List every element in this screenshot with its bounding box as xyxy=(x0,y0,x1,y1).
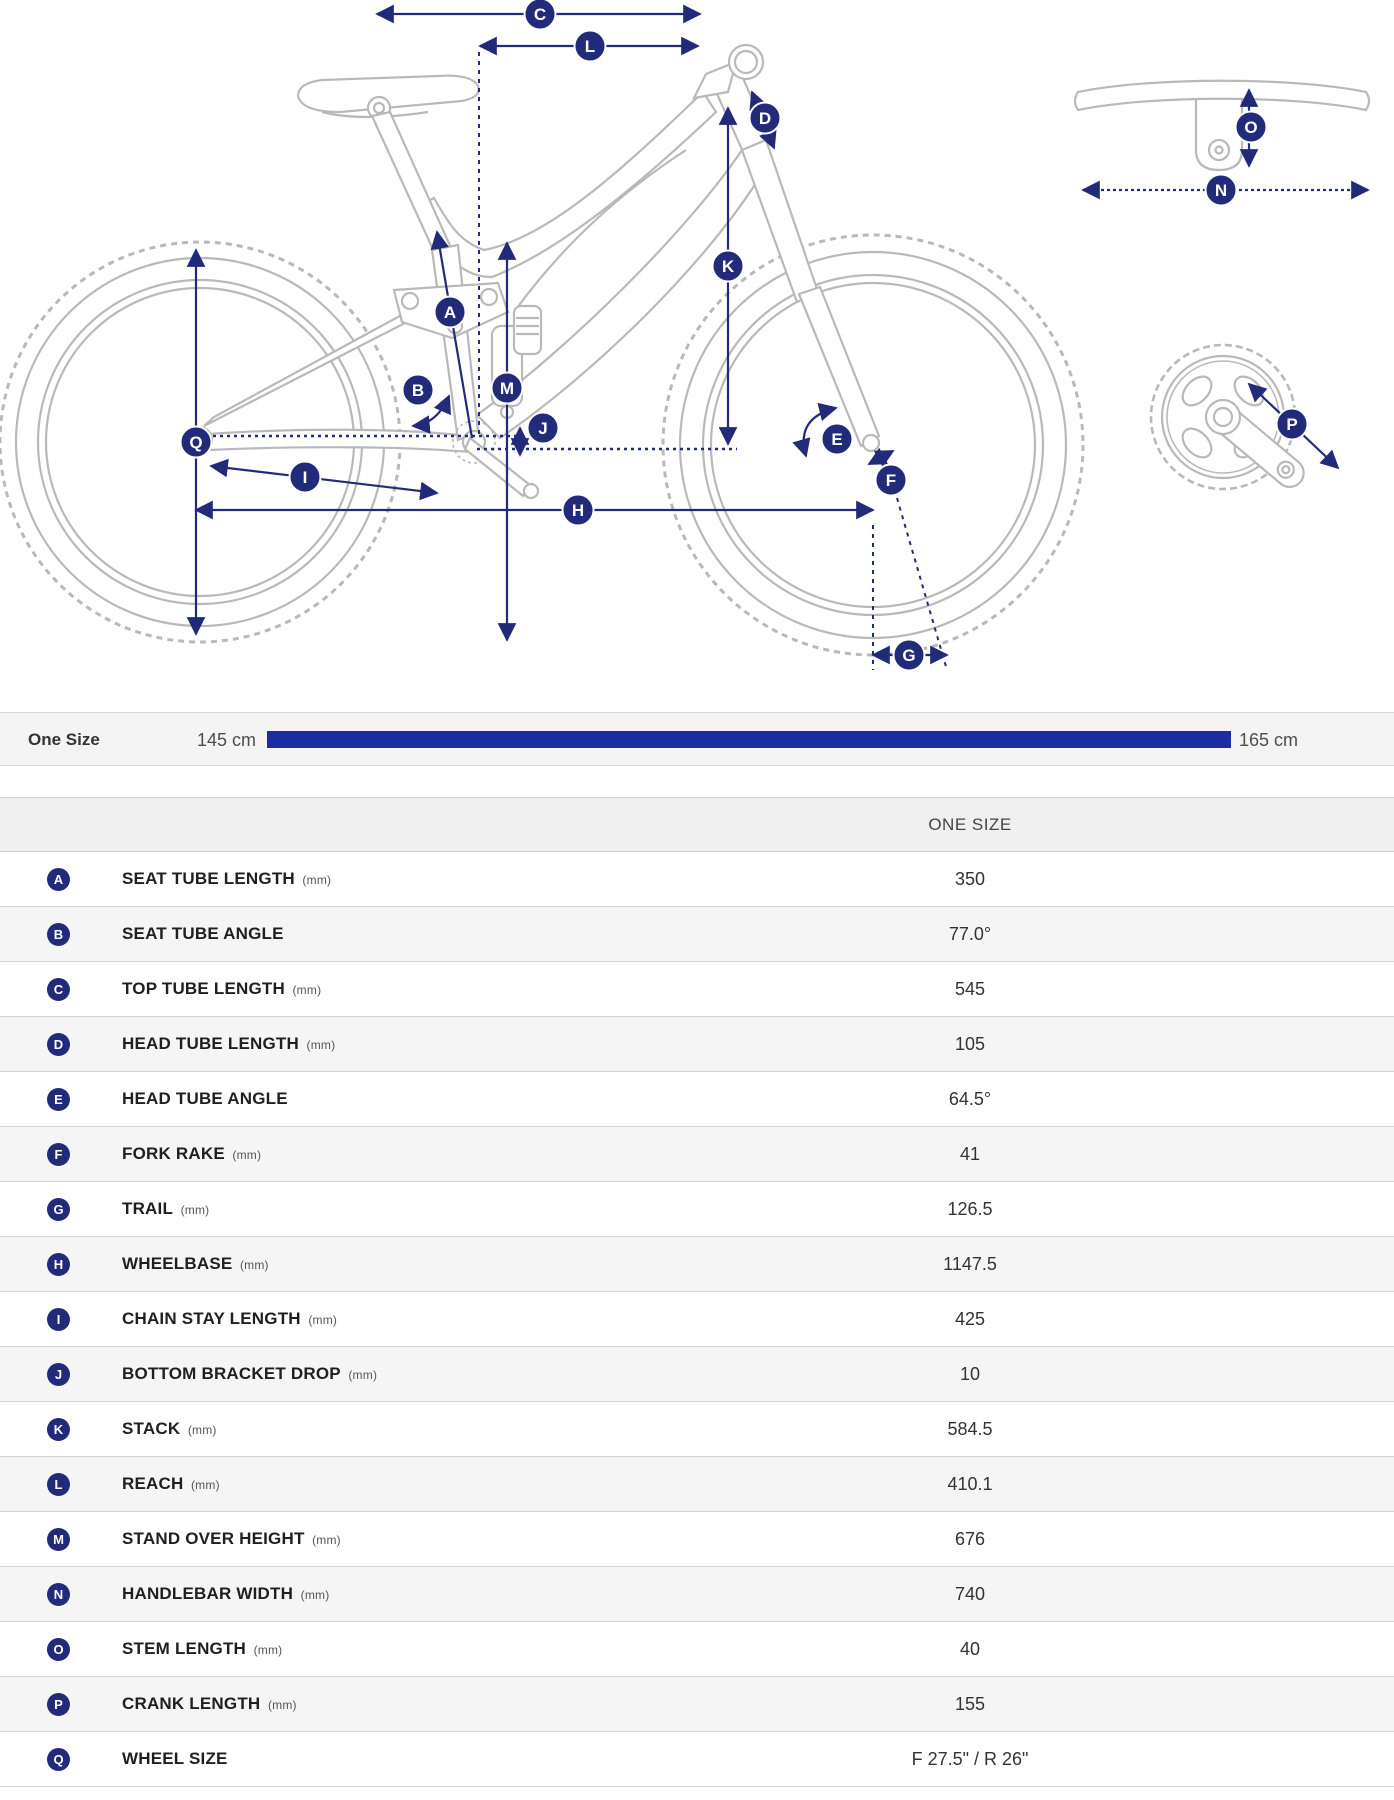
row-letter-badge: N xyxy=(47,1583,70,1606)
chainstay xyxy=(206,430,470,452)
row-value: 425 xyxy=(954,1309,986,1329)
table-row xyxy=(0,1292,1394,1347)
row-value: 41 xyxy=(959,1144,981,1164)
badge-Q xyxy=(181,427,212,458)
badge-D xyxy=(750,103,781,134)
size-max-label: 165 cm xyxy=(1239,730,1299,750)
size-column-header: ONE SIZE xyxy=(928,815,1012,834)
row-letter-badge: G xyxy=(47,1198,70,1221)
size-range-bar xyxy=(267,731,1231,748)
row-letter-badge: O xyxy=(47,1638,70,1661)
fork-upper xyxy=(742,140,818,302)
row-unit: (mm) xyxy=(250,1643,283,1657)
badge-C xyxy=(525,0,556,30)
badge-I-letter: I xyxy=(302,468,308,487)
row-letter-badge: P xyxy=(47,1693,70,1716)
badge-B-letter: B xyxy=(411,381,425,400)
size-range-section xyxy=(0,712,1394,766)
row-letter-badge: A xyxy=(47,868,70,891)
table-row xyxy=(0,1347,1394,1402)
row-label: STEM LENGTH (mm) xyxy=(122,1639,283,1658)
table-row xyxy=(0,1677,1394,1732)
geometry-table-header xyxy=(0,797,1394,852)
row-label: CHAIN STAY LENGTH (mm) xyxy=(122,1309,338,1328)
badge-Q-letter: Q xyxy=(189,433,203,452)
row-value: 64.5° xyxy=(948,1089,992,1109)
row-label: TOP TUBE LENGTH (mm) xyxy=(122,979,322,998)
badge-E-letter: E xyxy=(831,430,843,449)
row-letter-badge: D xyxy=(47,1033,70,1056)
row-value: 77.0° xyxy=(948,924,992,944)
row-value: 126.5 xyxy=(947,1199,993,1219)
table-row xyxy=(0,907,1394,962)
badge-G xyxy=(894,640,925,671)
row-value: 105 xyxy=(954,1034,986,1054)
row-label: HEAD TUBE ANGLE xyxy=(122,1089,288,1108)
badge-J xyxy=(528,413,559,444)
table-row xyxy=(0,1182,1394,1237)
badge-K xyxy=(713,251,744,282)
badge-K-letter: K xyxy=(721,257,735,276)
row-letter-badge: C xyxy=(47,978,70,1001)
badge-M xyxy=(492,373,523,404)
row-label: REACH (mm) xyxy=(122,1474,220,1493)
badge-H xyxy=(563,495,594,526)
row-value: 350 xyxy=(954,869,986,889)
row-unit: (mm) xyxy=(297,1588,330,1602)
row-unit: (mm) xyxy=(184,1423,217,1437)
row-letter-badge: F xyxy=(47,1143,70,1166)
geometry-table-rows xyxy=(0,852,1394,1787)
badge-L xyxy=(575,31,606,62)
bike-line-art xyxy=(0,45,1369,655)
table-row xyxy=(0,1017,1394,1072)
row-label: WHEEL SIZE xyxy=(122,1749,228,1768)
row-label: STACK (mm) xyxy=(122,1419,217,1438)
row-label: SEAT TUBE LENGTH (mm) xyxy=(122,869,332,888)
front-dropout xyxy=(863,435,879,451)
row-unit: (mm) xyxy=(298,873,332,887)
row-label: WHEELBASE (mm) xyxy=(122,1254,269,1273)
row-letter-badge: L xyxy=(47,1473,70,1496)
row-letter-badge: Q xyxy=(47,1748,70,1771)
row-value: F 27.5" / R 26" xyxy=(911,1749,1029,1769)
handlebar-top-view xyxy=(1075,81,1369,170)
table-row xyxy=(0,1622,1394,1677)
row-letter-badge: B xyxy=(47,923,70,946)
row-value: 545 xyxy=(954,979,986,999)
badge-P-letter: P xyxy=(1286,415,1298,434)
row-unit: (mm) xyxy=(288,983,322,997)
row-letter-badge: I xyxy=(47,1308,70,1331)
arrow-fork-rake xyxy=(869,451,893,464)
badge-P xyxy=(1277,409,1308,440)
badge-J-letter: J xyxy=(538,419,548,438)
badge-C-letter: C xyxy=(533,5,547,24)
badge-H-letter: H xyxy=(571,501,585,520)
row-value: 40 xyxy=(959,1639,981,1659)
table-row xyxy=(0,1512,1394,1567)
size-name-label: One Size xyxy=(28,730,100,749)
row-letter-badge: H xyxy=(47,1253,70,1276)
badge-F xyxy=(876,465,907,496)
row-unit: (mm) xyxy=(304,1313,338,1327)
table-row xyxy=(0,1457,1394,1512)
badge-O-letter: O xyxy=(1244,118,1258,137)
badge-L-letter: L xyxy=(584,37,596,56)
row-value: 10 xyxy=(959,1364,981,1384)
table-row xyxy=(0,1567,1394,1622)
badge-F-letter: F xyxy=(885,471,897,490)
row-label: SEAT TUBE ANGLE xyxy=(122,924,284,943)
badge-B xyxy=(403,375,434,406)
badge-D-letter: D xyxy=(758,109,772,128)
pedal xyxy=(524,484,538,498)
table-row xyxy=(0,852,1394,907)
badge-I xyxy=(290,462,321,493)
row-value: 740 xyxy=(954,1584,986,1604)
size-min-label: 145 cm xyxy=(196,730,256,750)
badge-O xyxy=(1236,112,1267,143)
row-unit: (mm) xyxy=(308,1533,341,1547)
row-value: 1147.5 xyxy=(943,1254,997,1274)
row-label: TRAIL (mm) xyxy=(122,1199,210,1218)
row-label: FORK RAKE (mm) xyxy=(122,1144,262,1163)
table-row xyxy=(0,1127,1394,1182)
row-value: 676 xyxy=(954,1529,986,1549)
row-letter-badge: J xyxy=(47,1363,70,1386)
row-letter-badge: M xyxy=(47,1528,70,1551)
bike-geometry-diagram xyxy=(0,0,1394,712)
table-row xyxy=(0,962,1394,1017)
table-row xyxy=(0,1072,1394,1127)
row-label: BOTTOM BRACKET DROP (mm) xyxy=(122,1364,378,1383)
row-label: CRANK LENGTH (mm) xyxy=(122,1694,297,1713)
badge-M-letter: M xyxy=(499,379,515,398)
row-unit: (mm) xyxy=(236,1258,269,1272)
shock-reservoir xyxy=(514,306,541,354)
table-row xyxy=(0,1402,1394,1457)
badge-N-letter: N xyxy=(1214,181,1228,200)
row-value: 155 xyxy=(954,1694,986,1714)
row-label: STAND OVER HEIGHT (mm) xyxy=(122,1529,341,1548)
bike-diagram-svg xyxy=(0,0,1394,712)
badge-A-letter: A xyxy=(443,303,457,322)
row-unit: (mm) xyxy=(228,1148,262,1162)
row-unit: (mm) xyxy=(177,1203,210,1217)
row-value: 584.5 xyxy=(947,1419,993,1439)
row-label: HEAD TUBE LENGTH (mm) xyxy=(122,1034,336,1053)
badge-N xyxy=(1206,175,1237,206)
row-unit: (mm) xyxy=(264,1698,297,1712)
badge-E xyxy=(822,424,853,455)
arrow-chainstay xyxy=(211,466,437,493)
row-label: HANDLEBAR WIDTH (mm) xyxy=(122,1584,330,1603)
row-letter-badge: E xyxy=(47,1088,70,1111)
table-row xyxy=(0,1732,1394,1787)
row-letter-badge: K xyxy=(47,1418,70,1441)
row-unit: (mm) xyxy=(302,1038,336,1052)
seatpost xyxy=(372,112,452,256)
badge-A xyxy=(435,297,466,328)
row-unit: (mm) xyxy=(344,1368,378,1382)
row-unit: (mm) xyxy=(187,1478,220,1492)
table-row xyxy=(0,1237,1394,1292)
badge-G-letter: G xyxy=(902,646,916,665)
geometry-table xyxy=(0,797,1394,1787)
row-value: 410.1 xyxy=(947,1474,993,1494)
